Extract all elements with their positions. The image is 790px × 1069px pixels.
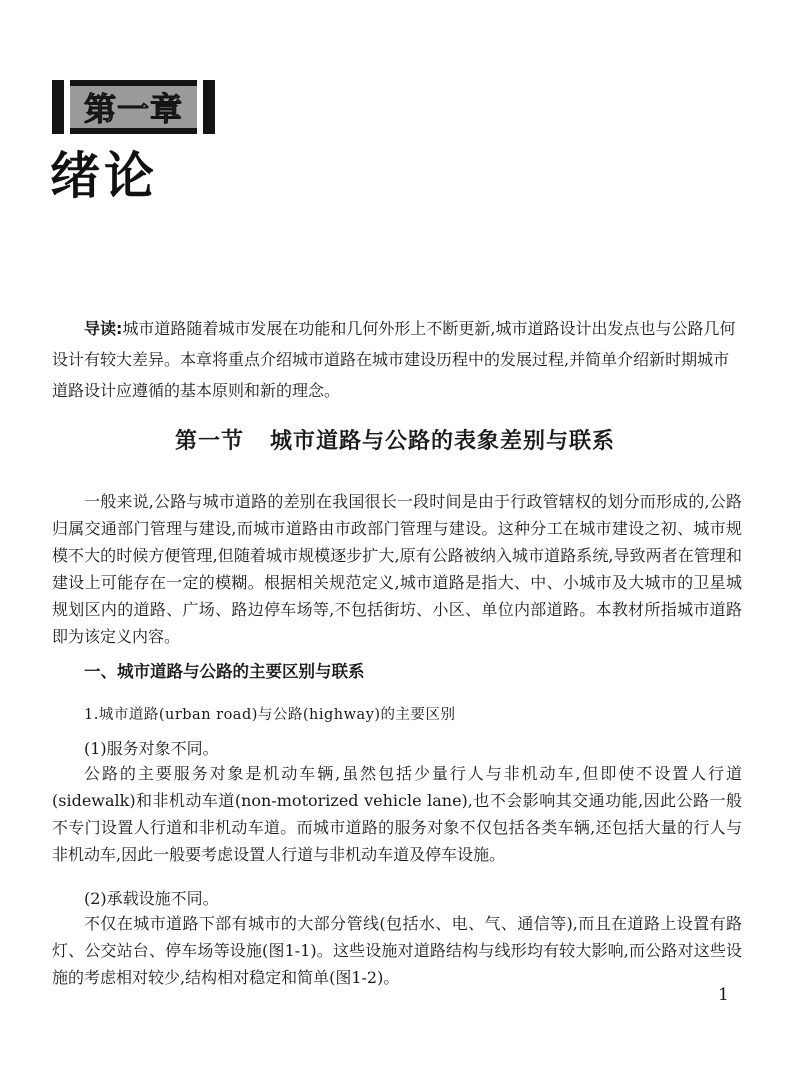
item-heading: 1.城市道路(urban road)与公路(highway)的主要区别 <box>84 707 456 723</box>
item-b-label: (2)承载设施不同。 <box>84 889 219 908</box>
badge-box <box>70 80 197 134</box>
item-a-label: (1)服务对象不同。 <box>84 739 219 758</box>
page-number: 1 <box>718 985 729 1005</box>
guide-text: 城市道路随着城市发展在功能和几何外形上不断更新,城市道路设计出发点也与公路几何设计有较大差异。本章将重点介绍城市道路在城市建设历程中的发展过程,并简单介绍新时期城市道路设计应遵循的基本原则和新的理念。 <box>52 319 736 400</box>
item-a-paragraph: 公路的主要服务对象是机动车辆,虽然包括少量行人与非机动车,但即使不设置人行道(sidewalk)和非机动车道(non-motorized vehicle lane),也不会影响其交通功能,因此公路一般不专门设置人行道和非机动车道。而城市道路的服务对象不仅包括各类车辆,还包括大量的行人与非机动车,因此一般要考虑设置人行道与非机动车道及停车设施。 <box>52 764 742 864</box>
subsection-heading: 一、城市道路与公路的主要区别与联系 <box>84 662 365 681</box>
guide-paragraph <box>52 313 742 406</box>
guide-lead: 导读: <box>84 319 123 338</box>
badge-right-bar <box>203 80 215 134</box>
chapter-title: 绪论 <box>50 147 158 205</box>
badge-left-bar <box>52 80 64 134</box>
intro-paragraph: 一般来说,公路与城市道路的差别在我国很长一段时间是由于行政管辖权的划分而形成的,公路归属交通部门管理与建设,而城市道路由市政部门管理与建设。这种分工在城市建设之初、城市规模不大的时候方便管理,但随着城市规模逐步扩大,原有公路被纳入城市道路系统,导致两者在管理和建设上可能存在一定的模糊。根据相关规范定义,城市道路是指大、中、小城市及大城市的卫星城规划区内的道路、广场、路边停车场等,不包括街坊、小区、单位内部道路。本教材所指城市道路即为该定义内容。 <box>52 492 742 646</box>
section-title-text: 城市道路与公路的表象差别与联系 <box>270 429 616 454</box>
section-title <box>0 424 790 455</box>
item-b-paragraph: 不仅在城市道路下部有城市的大部分管线(包括水、电、气、通信等),而且在道路上设置有路灯、公交站台、停车场等设施(图1-1)。这些设施对道路结构与线形均有较大影响,而公路对这些设施的考虑相对较少,结构相对稳定和简单(图1-2)。 <box>52 914 742 987</box>
section-number: 第一节 <box>174 429 244 454</box>
chapter-badge <box>52 80 215 134</box>
chapter-number: 第一章 <box>84 90 184 128</box>
